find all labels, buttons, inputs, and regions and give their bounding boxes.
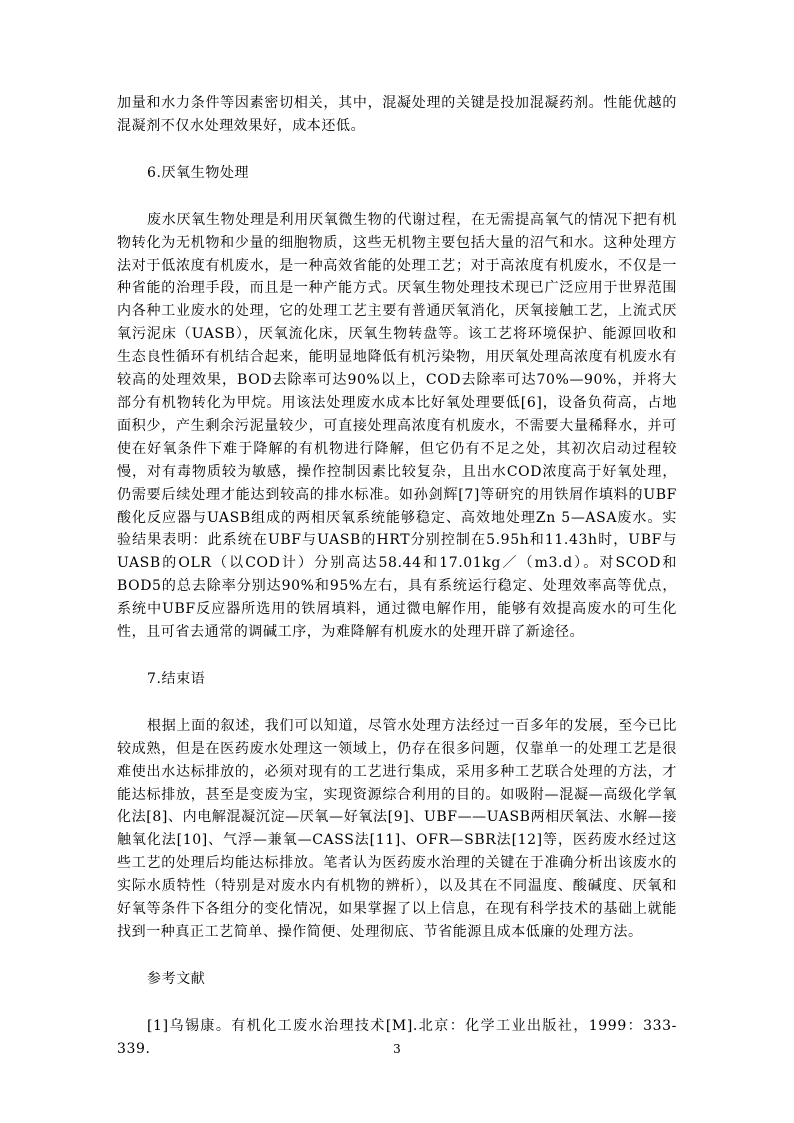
page-number: 3 [393, 1042, 401, 1056]
section-heading-conclusion: 7.结束语 [147, 670, 206, 687]
reference-item: [1]乌锡康。有机化工废水治理技术[M].北京：化学工业出版社，1999：333-339. [117, 1017, 677, 1057]
paragraph-coagulation-end: 加量和水力条件等因素密切相关，其中，混凝处理的关键是投加混凝药剂。性能优越的混凝剂不仅水处理效果好，成本还低。 [117, 95, 677, 134]
paragraph-conclusion: 根据上面的叙述，我们可以知道，尽管水处理方法经过一百多年的发展，至今已比较成熟，但是在医药废水处理这一领域上，仍存在很多问题，仅靠单一的处理工艺是很难使出水达标排放的，必须对现有的工艺进行集成，采用多种工艺联合处理的方法，才能达标排放，甚至是变废为宝，实现资源综合利用的目的。如吸附—混凝—高级化学氧化法[8]、内电解混凝沉淀—厌氧—好氧法[9]、UBF——UASB两相厌氧法、水解—接触氧化法[10]、气浮—兼氧—CASS法[11]、OFR—SBR法[12]等，医药废水经过这些工艺的处理后均能达标排放。笔者认为医药废水治理的关键在于准确分析出该废水的实际水质特性（特别是对废水内有机物的辨析），以及其在不同温度、酸碱度、厌氧和好氧等条件下各组分的变化情况，如果掌握了以上信息，在现有科学技术的基础上就能找到一种真正工艺简单、操作简便、处理彻底、节省能源且成本低廉的处理方法。 [117, 717, 677, 940]
document-body [117, 92, 677, 1061]
section-heading-anaerobic: 6.厌氧生物处理 [147, 164, 250, 181]
paragraph-anaerobic: 废水厌氧生物处理是利用厌氧微生物的代谢过程，在无需提高氧气的情况下把有机物转化为无机物和少量的细胞物质，这些无机物主要包括大量的沼气和水。这种处理方法对于低浓度有机废水，是一种高效省能的处理工艺；对于高浓度有机废水，不仅是一种省能的治理手段，而且是一种产能方式。厌氧生物处理技术现已广泛应用于世界范围内各种工业废水的处理，它的处理工艺主要有普通厌氧消化，厌氧接触工艺，上流式厌氧污泥床（UASB），厌氧流化床，厌氧生物转盘等。该工艺将环境保护、能源回收和生态良性循环有机结合起来，能明显地降低有机污染物，用厌氧处理高浓度有机废水有较高的处理效果，BOD去除率可达90%以上，COD去除率可达70%—90%，并将大部分有机物转化为甲烷。用该法处理废水成本比好氧处理要低[6]，设备负荷高，占地面积少，产生剩余污泥量较少，可直接处理高浓度有机废水，不需要大量稀释水，并可使在好氧条件下难于降解的有机物进行降解，但它仍有不足之处，其初次启动过程较慢，对有毒物质较为敏感，操作控制因素比较复杂，且出水COD浓度高于好氧处理，仍需要后续处理才能达到较高的排水标准。如孙剑辉[7]等研究的用铁屑作填料的UBF酸化反应器与UASB组成的两相厌氧系统能够稳定、高效地处理Zn 5—ASA废水。实验结果表明：此系统在UBF与UASB的HRT分别控制在5.95h和11.43h时，UBF与UASB的OLR（以COD计）分别高达58.44和17.01kg／（m3.d）。对SCOD和BOD5的总去除率分别达90%和95%左右，具有系统运行稳定、处理效率高等优点，系统中UBF反应器所选用的铁屑填料，通过微电解作用，能够有效提高废水的可生化性，且可省去通常的调碱工序，为难降解有机废水的处理开辟了新途径。 [117, 211, 677, 641]
section-heading-references: 参考文献 [147, 970, 206, 987]
